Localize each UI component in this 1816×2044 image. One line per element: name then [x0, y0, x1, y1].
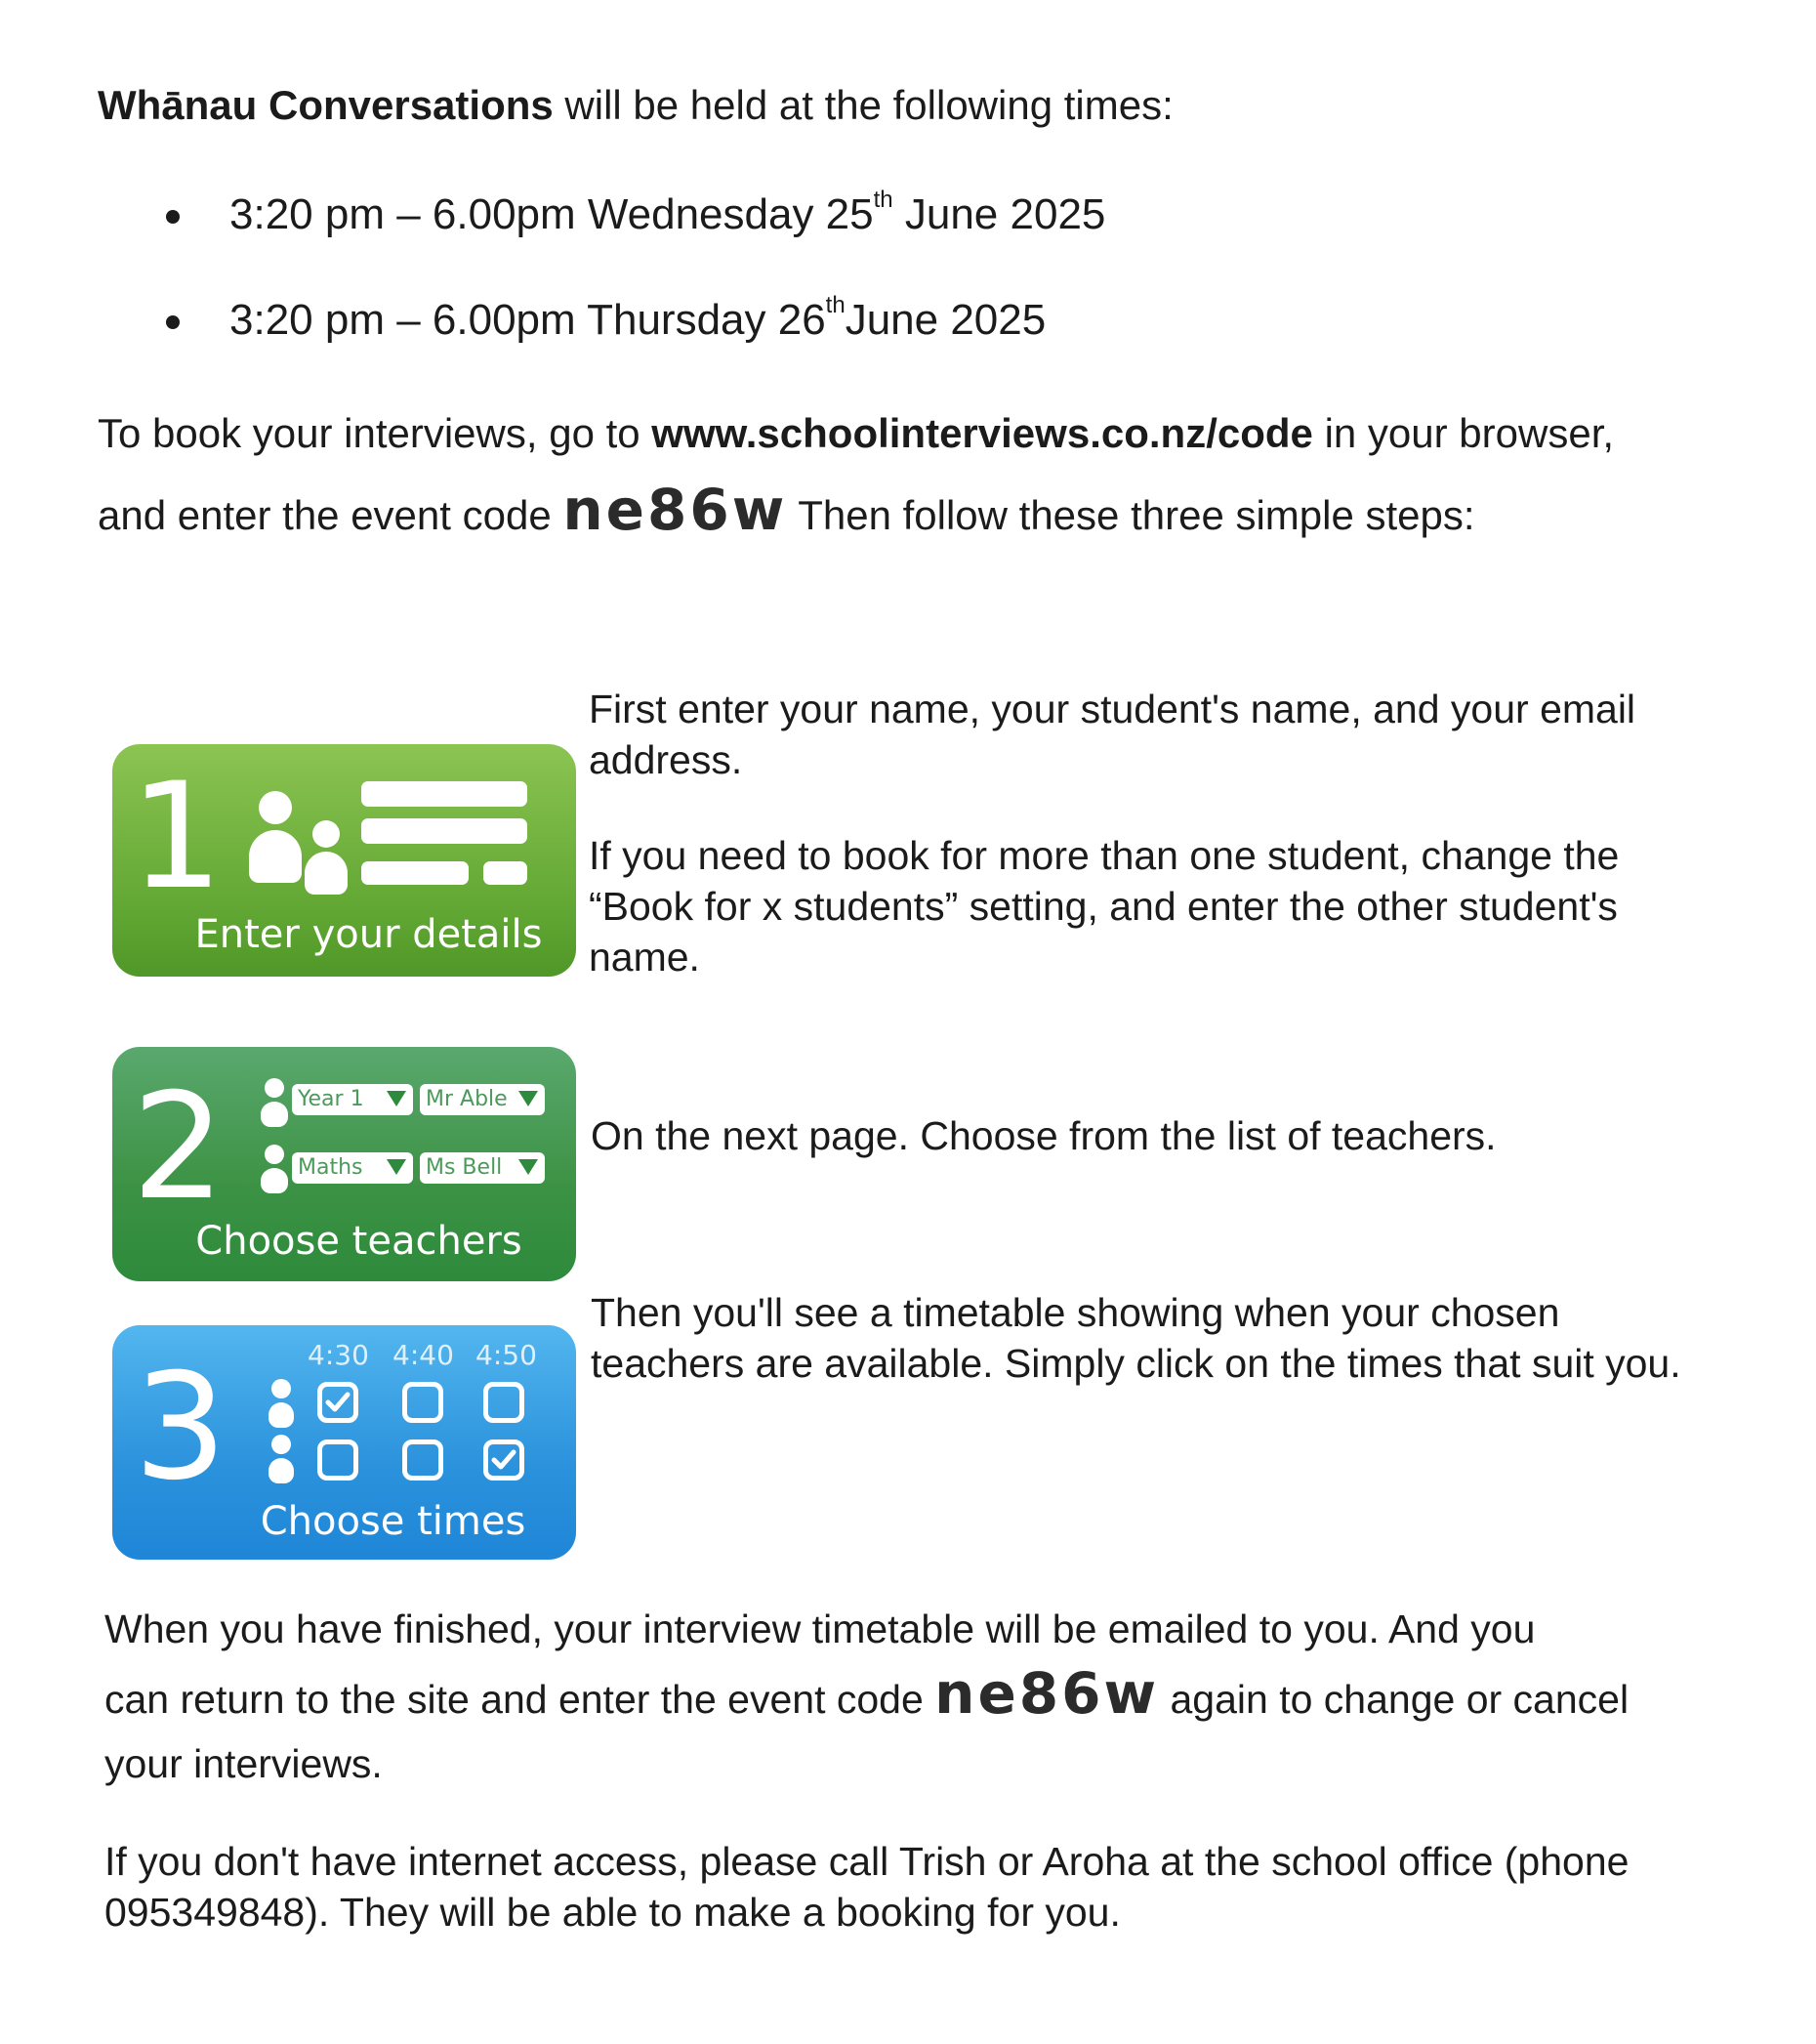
checkbox-icon	[483, 1382, 524, 1423]
time-label: 4:40	[392, 1339, 454, 1371]
checked-box-icon	[317, 1382, 358, 1423]
step-1-description: First enter your name, your student's name, and your email address. If you need to book for more than one student, change the “Book for x students” setting, and enter the other student's name.	[589, 687, 1636, 980]
step-3-card	[112, 1325, 576, 1560]
step-3-description: Then you'll see a timetable showing when your chosen teachers are available. Simply click on the times that suit you.	[591, 1290, 1681, 1386]
list-item: 3:20 pm – 6.00pm Thursday 26thJune 2025	[156, 291, 1105, 396]
teacher-select: Ms Bell	[420, 1152, 545, 1184]
subject-select: Maths	[292, 1152, 413, 1184]
chevron-down-icon	[518, 1159, 538, 1175]
list-item: 3:20 pm – 6.00pm Wednesday 25th June 2025	[156, 186, 1105, 291]
time-label: 4:50	[475, 1339, 537, 1371]
booking-instructions: To book your interviews, go to www.schoolinterviews.co.nz/code in your browser, and enter the event code ne86w Then follow these three simple steps:	[98, 410, 1615, 543]
checkbox-icon	[317, 1439, 358, 1481]
step-label: Enter your details	[194, 912, 543, 957]
bullet-icon	[166, 315, 180, 329]
teacher-select: Mr Able	[420, 1084, 545, 1115]
event-code: ne86w	[562, 477, 788, 543]
year-select: Year 1	[292, 1084, 413, 1115]
finish-paragraph: When you have finished, your interview timetable will be emailed to you. And you can return to the site and enter the event code ne86w again to change or cancel your interviews.	[104, 1606, 1630, 1786]
event-code: ne86w	[934, 1660, 1160, 1727]
event-name: Whānau Conversations	[98, 82, 554, 128]
step-2-description: On the next page. Choose from the list of teachers.	[591, 1113, 1497, 1158]
contact-paragraph: If you don't have internet access, please call Trish or Aroha at the school office (phone 095349848). They will be able to make a booking for you.	[104, 1839, 1630, 1935]
step-2-card	[112, 1047, 576, 1281]
step-number: 1	[130, 752, 224, 922]
bullet-icon	[166, 210, 180, 224]
time-label: 4:30	[308, 1339, 369, 1371]
intro-heading	[98, 80, 1174, 132]
step-label: Choose teachers	[195, 1219, 522, 1264]
chevron-down-icon	[387, 1091, 406, 1106]
checked-box-icon	[483, 1439, 524, 1481]
step-number: 2	[132, 1063, 226, 1232]
intro-text: will be held at the following times:	[553, 82, 1174, 128]
times-list	[156, 186, 1105, 396]
booking-url[interactable]: www.schoolinterviews.co.nz/code	[651, 410, 1313, 456]
step-label: Choose times	[260, 1499, 526, 1544]
chevron-down-icon	[518, 1091, 538, 1106]
checkbox-icon	[402, 1382, 443, 1423]
step-1-card	[112, 744, 576, 977]
step-number: 3	[134, 1343, 227, 1513]
chevron-down-icon	[387, 1159, 406, 1175]
checkbox-icon	[402, 1439, 443, 1481]
